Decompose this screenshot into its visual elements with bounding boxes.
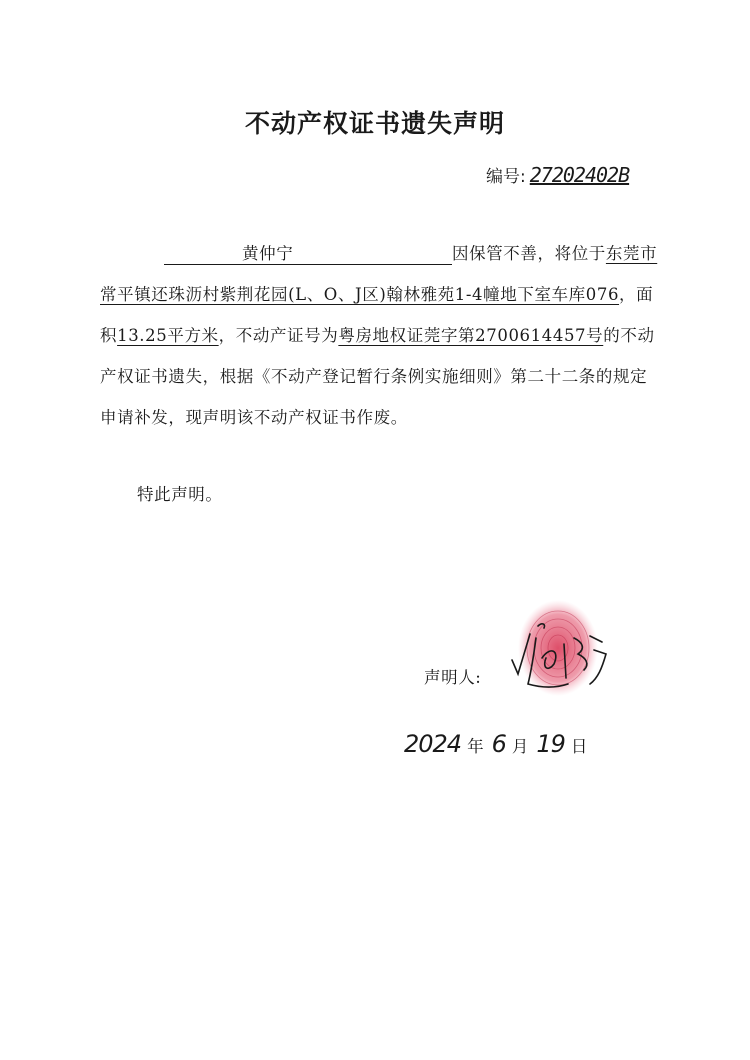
- property-address: 东莞市常平镇还珠沥村紫荆花园(L、O、J区)翰林雅苑1-4幢地下室车库076: [100, 244, 658, 304]
- document-title: 不动产权证书遗失声明: [244, 109, 505, 138]
- body-text-mid2: ，不动产证号为: [218, 326, 339, 345]
- fingerprint-icon: [518, 600, 598, 696]
- document-number-label: 编号:: [486, 167, 526, 187]
- body-text-rest: 的不动产权证书遗失，根据《不动产登记暂行条例实施细则》第二十二条的规定申请补发，现声明该不动产权证书作废。: [100, 326, 655, 427]
- signature-date: [404, 730, 595, 758]
- date-year: 2024: [404, 730, 462, 758]
- date-year-label: 年: [467, 737, 484, 756]
- fingerprint-and-signature: [490, 598, 630, 708]
- signature-area: [490, 598, 630, 708]
- document-number-value: 27202402B: [529, 163, 630, 187]
- declaration-body: [100, 233, 660, 438]
- date-day-label: 日: [570, 737, 588, 756]
- declarant-label: 声明人:: [424, 668, 482, 687]
- date-month: 6: [491, 730, 506, 758]
- body-text-after-name: 因保管不善，将位于: [452, 244, 606, 263]
- closing-statement: 特此声明。: [137, 485, 223, 504]
- document-number: [486, 162, 629, 187]
- property-area: 13.25平方米: [117, 326, 219, 345]
- date-day: 19: [536, 730, 565, 758]
- declarant-name: 黄仲宁: [164, 244, 452, 265]
- body-text-mid1: ，面积: [100, 285, 654, 345]
- date-month-label: 月: [511, 737, 529, 756]
- certificate-number: 粤房地权证莞字第2700614457号: [338, 326, 604, 345]
